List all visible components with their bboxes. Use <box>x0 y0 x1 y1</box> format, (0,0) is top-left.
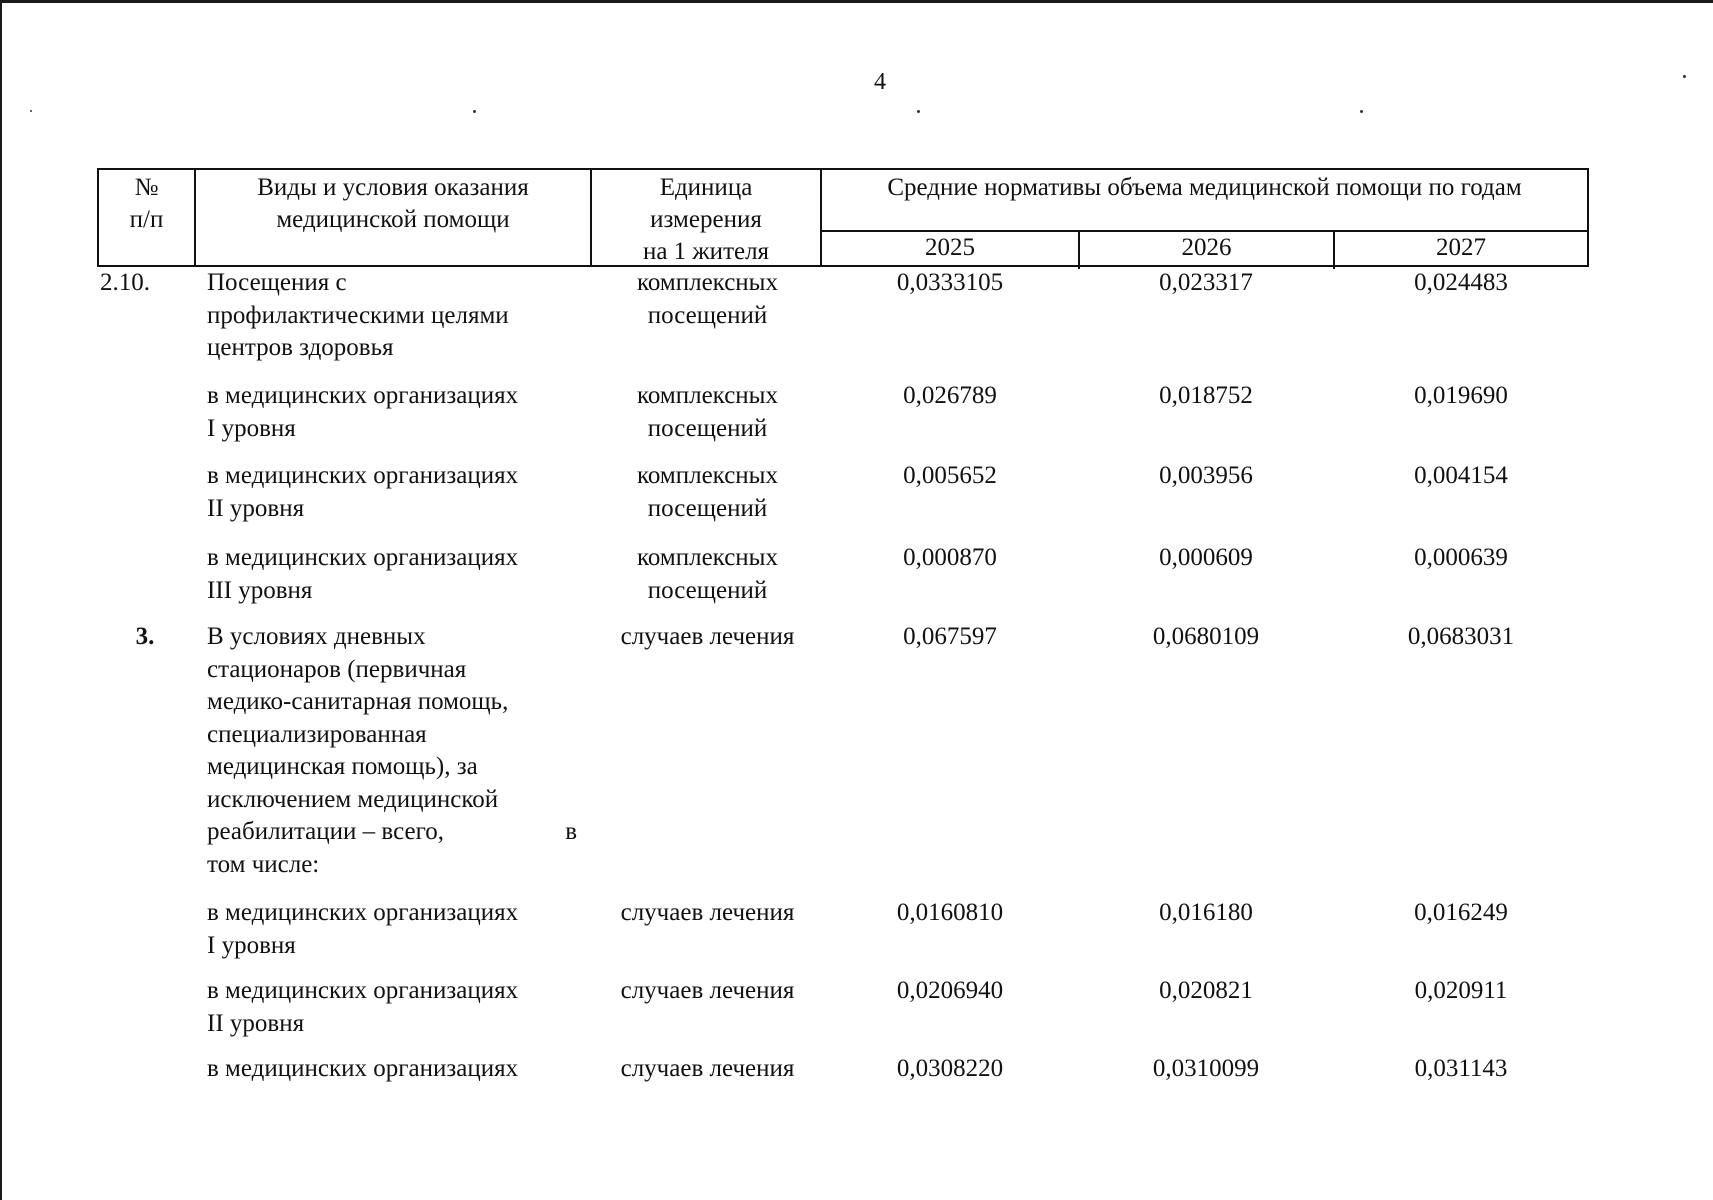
scan-border-left <box>0 0 2 1200</box>
value-2027: 0,024483 <box>1414 269 1508 296</box>
row-description <box>207 460 577 525</box>
value-2025: 0,005652 <box>903 462 997 489</box>
row-unit: случаев лечения <box>620 977 795 1004</box>
header-col-group: Средние нормативы объема медицинской помощи по годам <box>887 174 1522 201</box>
row-unit <box>590 460 825 525</box>
value-2027: 0,020911 <box>1414 977 1508 1004</box>
header-year-2025: 2025 <box>925 234 975 261</box>
desc-line: в медицинских организациях <box>207 1055 519 1082</box>
row-description <box>207 897 577 962</box>
value-2026: 0,0310099 <box>1152 1055 1260 1082</box>
header-text: на 1 жителя <box>642 238 770 265</box>
value-2026: 0,018752 <box>1159 382 1253 409</box>
unit-line: посещений <box>647 301 768 329</box>
row-description <box>207 621 577 881</box>
value-2027: 0,004154 <box>1414 462 1508 489</box>
unit-line: комплексных <box>637 462 778 489</box>
desc-line: В условиях дневных <box>207 623 426 650</box>
row-unit <box>590 267 825 332</box>
unit-line: комплексных <box>637 382 778 409</box>
page-number: 4 <box>874 69 886 95</box>
desc-line: исключением медицинской <box>207 785 499 813</box>
value-2026: 0,0680109 <box>1152 623 1260 650</box>
header-text: п/п <box>129 206 164 233</box>
desc-line: в медицинских организациях <box>207 977 519 1004</box>
unit-line: комплексных <box>637 269 778 296</box>
scan-border-top <box>0 0 1713 3</box>
desc-line: в медицинских организациях <box>207 382 519 409</box>
desc-line: реабилитации – всего, <box>207 818 444 845</box>
scan-speck <box>473 110 476 113</box>
row-unit: случаев лечения <box>620 899 795 926</box>
desc-line: II уровня <box>207 1009 305 1037</box>
value-2027: 0,019690 <box>1414 382 1508 409</box>
value-2025: 0,0160810 <box>896 899 1004 926</box>
row-description <box>207 380 577 445</box>
value-2025: 0,026789 <box>903 382 997 409</box>
value-2026: 0,023317 <box>1159 269 1253 296</box>
desc-line: в медицинских организациях <box>207 899 519 926</box>
value-2027: 0,0683031 <box>1407 623 1515 650</box>
header-text: медицинской помощи <box>276 206 510 233</box>
value-2025: 0,0308220 <box>896 1055 1004 1082</box>
row-number: 2.10. <box>100 269 150 296</box>
header-text: измерения <box>650 206 762 233</box>
desc-line: стационаров (первичная <box>207 655 467 683</box>
row-unit <box>590 380 825 445</box>
row-description <box>207 542 577 607</box>
value-2025: 0,0206940 <box>896 977 1004 1004</box>
value-2025: 0,0333105 <box>896 269 1004 296</box>
header-text: № <box>134 174 159 201</box>
desc-line: Посещения с <box>207 269 347 296</box>
header-text: Виды и условия оказания <box>257 174 529 201</box>
table-header <box>97 168 1589 267</box>
desc-line: специализированная <box>207 720 427 748</box>
value-2025: 0,067597 <box>903 623 997 650</box>
value-2026: 0,020821 <box>1159 977 1253 1004</box>
desc-line: III уровня <box>207 576 313 604</box>
desc-line: II уровня <box>207 494 305 522</box>
row-unit <box>590 542 825 607</box>
unit-line: посещений <box>647 414 768 442</box>
row-number: 3. <box>135 623 155 650</box>
row-description <box>207 975 577 1040</box>
header-col-description <box>196 172 590 236</box>
value-2027: 0,016249 <box>1414 899 1508 926</box>
header-year-2026: 2026 <box>1181 234 1232 261</box>
row-description <box>207 267 577 365</box>
header-year-2027: 2027 <box>1436 234 1486 261</box>
desc-line: в медицинских организациях <box>207 544 519 571</box>
desc-line: I уровня <box>207 414 296 442</box>
value-2026: 0,016180 <box>1159 899 1253 926</box>
desc-line-justified <box>207 816 577 849</box>
desc-line: I уровня <box>207 931 296 959</box>
value-2027: 0,031143 <box>1414 1055 1508 1082</box>
header-text: Единица <box>659 174 753 201</box>
row-unit: случаев лечения <box>620 1055 795 1082</box>
desc-line: том числе: <box>207 850 320 878</box>
desc-line: в <box>565 818 577 845</box>
row-description <box>207 1053 577 1086</box>
desc-line: в медицинских организациях <box>207 462 519 489</box>
value-2026: 0,000609 <box>1159 544 1253 571</box>
scan-speck <box>30 110 32 112</box>
unit-line: посещений <box>647 494 768 522</box>
desc-line: профилактическими целями <box>207 301 509 329</box>
scan-speck <box>917 110 920 113</box>
row-unit: случаев лечения <box>620 623 795 650</box>
scan-speck <box>1360 110 1363 113</box>
value-2026: 0,003956 <box>1159 462 1253 489</box>
unit-line: комплексных <box>637 544 778 571</box>
header-col-unit <box>592 172 820 268</box>
desc-line: центров здоровья <box>207 334 394 361</box>
value-2025: 0,000870 <box>903 544 997 571</box>
desc-line: медицинская помощь), за <box>207 753 478 780</box>
desc-line: медико-санитарная помощь, <box>207 688 509 715</box>
unit-line: посещений <box>647 576 768 604</box>
header-col-number <box>99 172 194 236</box>
value-2027: 0,000639 <box>1414 544 1508 571</box>
